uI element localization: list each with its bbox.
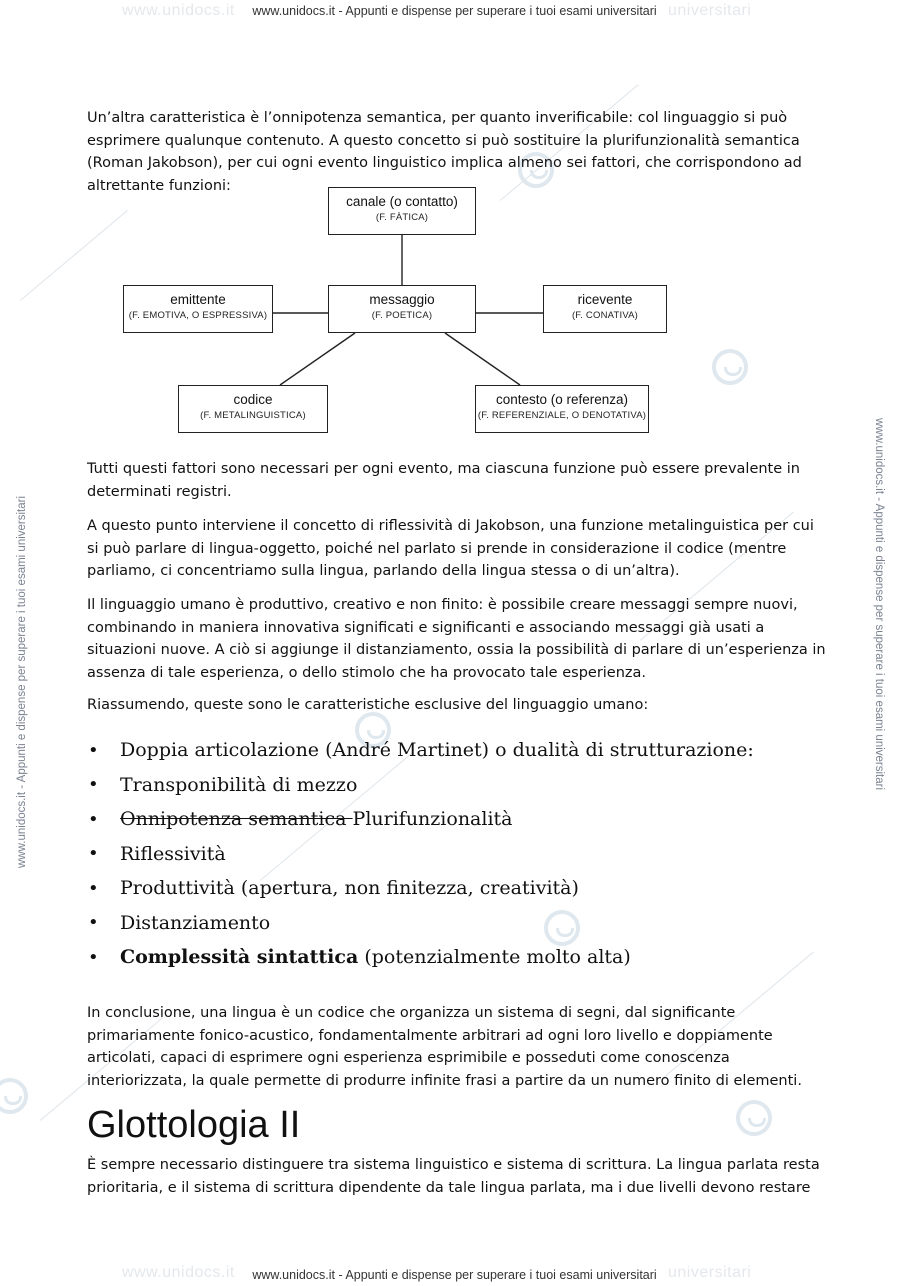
list-item-text: Produttività (apertura, non finitezza, creatività): [120, 877, 579, 900]
diagram-box-ricevente: [543, 285, 667, 333]
bullet-icon: •: [88, 774, 99, 796]
diagram-codice-function: (F. METALINGUISTICA): [200, 410, 306, 421]
list-item: [88, 837, 848, 872]
bullet-icon: •: [88, 912, 99, 934]
paragraph-plurifunzionalita: Un’altra caratteristica è l’onnipotenza semantica, per quanto inverificabile: col linguaggio si può esprimere qualunque contenuto. A questo concetto si può sostituire la plurifunzionalità semantica (Roman Jakobson), per cui ogni evento linguistico implica almeno sei fattori, che corrispondono ad altrettante funzioni:: [87, 110, 802, 194]
diagram-contesto-function: (F. REFERENZIALE, O DENOTATIVA): [477, 410, 647, 421]
list-item-text: Riflessività: [120, 842, 226, 865]
unidocs-logo-icon: [0, 1078, 28, 1114]
diagram-canale-function: (F. FÀTICA): [375, 212, 429, 223]
unidocs-logo-icon: [736, 1100, 772, 1136]
bullet-icon: •: [88, 808, 99, 830]
diagram-ricevente-label: ricevente: [577, 292, 633, 307]
diagram-codice-label: codice: [233, 392, 273, 407]
paragraph-fattori: Tutti questi fattori sono necessari per ogni evento, ma ciascuna funzione può essere prevalente in determinati registri.: [87, 461, 800, 500]
diagram-box-emittente: [123, 285, 273, 333]
watermark-ghost-bottom: www.unidocs.it: [122, 1264, 235, 1281]
bullet-icon: •: [88, 739, 99, 761]
diagram-messaggio-label: messaggio: [369, 292, 435, 307]
diagram-emittente-label: emittente: [170, 292, 226, 307]
diagram-ricevente-function: (F. CONATIVA): [571, 310, 639, 321]
paragraph-conclusione: In conclusione, una lingua è un codice che organizza un sistema di segni, dal significante primariamente fonico-acustico, fondamentalmente arbitrari ad ogni loro livello e doppiamente articolati, capaci di esprimere ogni esperienza esprimibile e posseduti come conoscenza interiorizzata, la quale permette di produrre infinite frasi a partire da un numero finito di elementi.: [87, 1005, 802, 1089]
list-item-text: Transponibilità di mezzo: [120, 773, 358, 796]
list-item: [88, 768, 848, 803]
list-item: [88, 871, 848, 906]
bullet-icon: •: [88, 843, 99, 865]
paragraph-riflessivita: A questo punto interviene il concetto di riflessività di Jakobson, una funzione metalinguistica per cui si può parlare di lingua-oggetto, poiché nel parlato si prende in considerazione il codice (mentre parliamo, ci concentriamo sulla lingua, parlando della lingua stessa o di un’altra).: [87, 518, 814, 579]
section-heading: Glottologia II: [87, 1104, 301, 1146]
paragraph-produttivita: Il linguaggio umano è produttivo, creativo e non finito: è possibile creare messaggi sempre nuovi, combinando in maniera innovativa significati e significanti e associando messaggi già usati a situazioni nuove. A ciò si aggiunge il distanziamento, ossia la possibilità di parlare di un’esperienza in assenza di tale esperienza, o dello stimolo che ha provocato tale esperienza.: [87, 597, 826, 681]
diagram-contesto-label: contesto (o referenza): [495, 392, 629, 407]
decorative-line: [20, 210, 128, 301]
diagram-emittente-function: (F. EMOTIVA, O ESPRESSIVA): [128, 310, 268, 321]
watermark-ghost-top: www.unidocs.it: [122, 2, 235, 19]
watermark-left: www.unidocs.it - Appunti e dispense per superare i tuoi esami universitari: [16, 495, 28, 868]
paragraph-sistema-scrittura: È sempre necessario distinguere tra sistema linguistico e sistema di scrittura. La lingua parlata resta prioritaria, e il sistema di scrittura dipendente da tale lingua parlata, ma i due livelli devono restare: [87, 1157, 820, 1196]
list-item-bold-text: Complessità sintattica: [120, 946, 359, 969]
characteristics-list: [88, 733, 848, 975]
diagram-box-contesto: [475, 385, 649, 433]
list-item: [88, 733, 848, 768]
list-item-text: Doppia articolazione (André Martinet) o dualità di strutturazione:: [120, 739, 754, 762]
bullet-icon: •: [88, 877, 99, 899]
list-item-text: (potenzialmente molto alta): [358, 946, 631, 969]
diagram-box-canale: [328, 187, 476, 235]
diagram-messaggio-function: (F. POETICA): [371, 310, 433, 321]
watermark-right: www.unidocs.it - Appunti e dispense per superare i tuoi esami universitari: [873, 418, 885, 791]
list-item: [88, 802, 848, 837]
watermark-top: www.unidocs.it - Appunti e dispense per superare i tuoi esami universitari: [252, 4, 657, 18]
watermark-ghost-top-right: universitari: [668, 2, 752, 19]
list-item-text: Distanziamento: [120, 911, 271, 934]
list-item-text: Plurifunzionalità: [352, 808, 513, 831]
jakobson-functions-diagram: [120, 185, 680, 440]
list-item: [88, 906, 848, 941]
diagram-box-codice: [178, 385, 328, 433]
watermark-bottom: www.unidocs.it - Appunti e dispense per superare i tuoi esami universitari: [252, 1268, 657, 1282]
unidocs-logo-icon: [712, 349, 748, 385]
diagram-box-messaggio: [328, 285, 476, 333]
watermark-ghost-bottom-right: universitari: [668, 1264, 752, 1281]
list-item-strikethrough-text: Onnipotenza semantica: [120, 808, 353, 831]
diagram-canale-label: canale (o contatto): [346, 194, 458, 209]
paragraph-riassumendo: Riassumendo, queste sono le caratteristiche esclusive del linguaggio umano:: [87, 697, 649, 713]
bullet-icon: •: [88, 946, 99, 968]
list-item: [88, 940, 848, 975]
